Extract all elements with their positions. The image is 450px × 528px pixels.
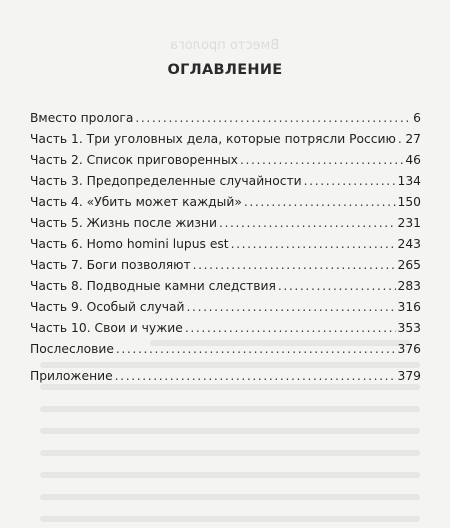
toc-entry-label: Часть 3. Предопределенные случайности [30, 174, 302, 188]
toc-entry [30, 109, 421, 129]
toc-entry-label: Часть 4. «Убить может каждый» [30, 195, 242, 209]
toc-entry-page: 379 [397, 369, 421, 383]
dot-leader [304, 172, 396, 190]
toc-entry [30, 193, 421, 213]
toc-entry-page: 265 [397, 258, 421, 272]
page-title: ОГЛАВЛЕНИЕ [167, 62, 283, 78]
toc-entry [30, 256, 421, 276]
dot-leader [193, 256, 396, 274]
toc-entry-page: 46 [405, 153, 421, 167]
toc-entry-label: Часть 1. Три уголовных дела, которые потрясли Россию [30, 132, 396, 146]
toc-entry [30, 172, 421, 192]
toc-entry-page: 243 [397, 237, 421, 251]
toc-entry [30, 214, 421, 234]
toc-entry-page: 283 [397, 279, 421, 293]
dot-leader [244, 193, 396, 211]
dot-leader [187, 298, 396, 316]
toc-entry-label: Часть 5. Жизнь после жизни [30, 216, 217, 230]
toc-entry [30, 340, 421, 360]
dot-leader [240, 151, 403, 169]
dot-leader [231, 235, 396, 253]
toc-entry [30, 367, 421, 387]
toc-entry-label: Часть 9. Особый случай [30, 300, 185, 314]
toc-entry-label: Часть 8. Подводные камни следствия [30, 279, 276, 293]
toc-entry-label: Приложение [30, 369, 113, 383]
dot-leader [219, 214, 396, 232]
toc-entry [30, 130, 421, 150]
toc-entry-label: Вместо пролога [30, 111, 134, 125]
toc-entry-label: Часть 6. Homo homini lupus est [30, 237, 229, 251]
dot-leader [116, 340, 396, 358]
toc-entry-label: Часть 7. Боги позволяют [30, 258, 191, 272]
dot-leader [185, 319, 396, 337]
toc-entry-page: 231 [397, 216, 421, 230]
dot-leader [398, 130, 403, 148]
toc-entry-page: 316 [397, 300, 421, 314]
toc-entry [30, 277, 421, 297]
dot-leader [115, 367, 396, 385]
toc-entry-page: 150 [397, 195, 421, 209]
toc-entry [30, 298, 421, 318]
toc-entry-page: 353 [397, 321, 421, 335]
toc-entry-page: 376 [397, 342, 421, 356]
toc-entry-label: Часть 2. Список приговоренных [30, 153, 238, 167]
ghost-heading: Вместо пролога [170, 38, 280, 53]
toc-entry-page: 27 [405, 132, 421, 146]
toc-entry [30, 235, 421, 255]
toc-entry [30, 319, 421, 339]
toc-entry [30, 151, 421, 171]
toc-entry-page: 134 [397, 174, 421, 188]
dot-leader [135, 109, 411, 127]
toc-entry-label: Часть 10. Свои и чужие [30, 321, 183, 335]
dot-leader [278, 277, 396, 295]
toc-entry-label: Послесловие [30, 342, 114, 356]
toc-entry-page: 6 [413, 111, 421, 125]
